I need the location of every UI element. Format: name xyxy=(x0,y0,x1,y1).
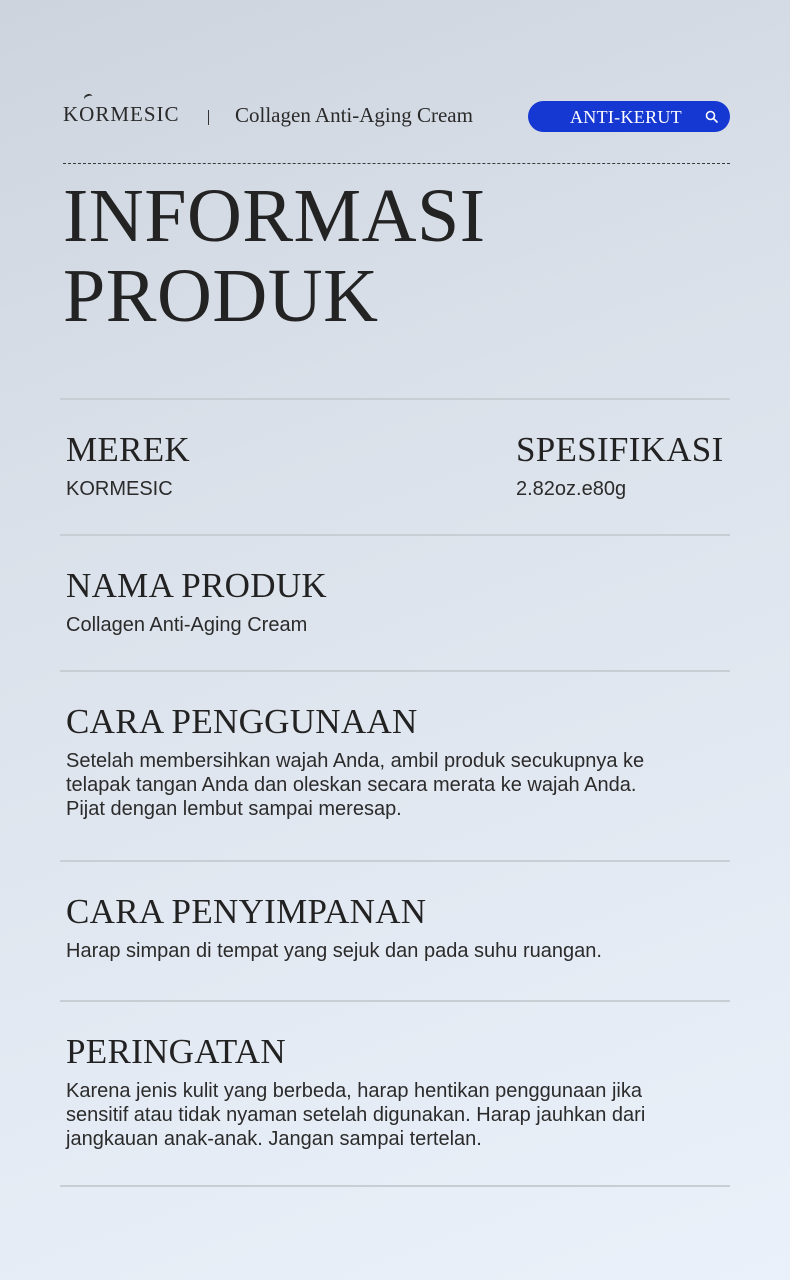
badge-label: ANTI-KERUT xyxy=(570,107,682,127)
cara-penggunaan-heading: CARA PENGGUNAAN xyxy=(66,702,418,741)
cara-penyimpanan-text: Harap simpan di tempat yang sejuk dan pada suhu ruangan. xyxy=(66,940,602,962)
page-title xyxy=(63,176,486,336)
header-product-title: Collagen Anti-Aging Cream xyxy=(235,103,473,127)
cara-penyimpanan-heading: CARA PENYIMPANAN xyxy=(66,892,427,931)
section-divider xyxy=(60,860,730,862)
peringatan-line: sensitif atau tidak nyaman setelah digunakan. Harap jauhkan dari xyxy=(66,1104,646,1126)
peringatan-line: jangkauan anak-anak. Jangan sampai tertelan. xyxy=(66,1128,482,1150)
cara-penggunaan-line: Pijat dengan lembut sampai meresap. xyxy=(66,798,402,820)
brand-logo: KORMESIC xyxy=(63,102,180,126)
section-divider xyxy=(60,1185,730,1187)
peringatan-line: Karena jenis kulit yang berbeda, harap hentikan penggunaan jika xyxy=(66,1080,642,1102)
cara-penggunaan-line: Setelah membersihkan wajah Anda, ambil produk secukupnya ke xyxy=(66,750,645,772)
peringatan-heading: PERINGATAN xyxy=(66,1032,286,1071)
anti-kerut-badge[interactable] xyxy=(528,101,730,132)
spesifikasi-value: 2.82oz.e80g xyxy=(516,478,627,500)
peringatan-text xyxy=(66,1079,731,1151)
merek-value: KORMESIC xyxy=(66,478,173,500)
search-icon xyxy=(705,110,718,123)
nama-produk-value: Collagen Anti-Aging Cream xyxy=(66,614,308,636)
section-divider xyxy=(60,1000,730,1002)
header-bar xyxy=(63,100,730,132)
header-dashed-divider xyxy=(63,163,730,164)
cara-penggunaan-text xyxy=(66,749,731,821)
nama-produk-heading: NAMA PRODUK xyxy=(66,566,327,605)
page-title-line2: PRODUK xyxy=(63,254,379,338)
spesifikasi-heading: SPESIFIKASI xyxy=(516,430,724,469)
merek-heading: MEREK xyxy=(66,430,190,469)
page-title-line1: INFORMASI xyxy=(63,174,486,258)
section-divider xyxy=(60,398,730,400)
header-divider xyxy=(208,110,209,125)
section-divider xyxy=(60,670,730,672)
cara-penggunaan-line: telapak tangan Anda dan oleskan secara merata ke wajah Anda. xyxy=(66,774,637,796)
section-divider xyxy=(60,534,730,536)
